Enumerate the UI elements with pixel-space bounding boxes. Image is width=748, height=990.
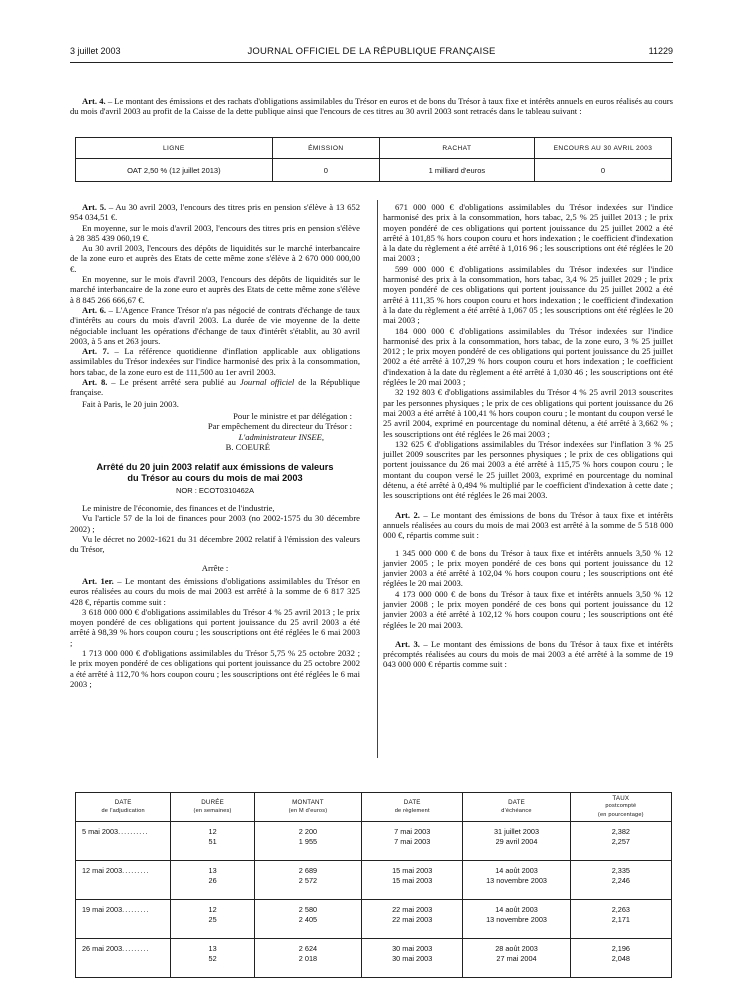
journal-title: JOURNAL OFFICIEL DE LA RÉPUBLIQUE FRANÇAISE [247, 46, 496, 57]
table-cell: 2,382 2,257 [570, 822, 671, 861]
paragraph: Le ministre de l'économie, des finances et de l'industrie, [82, 503, 275, 514]
journal-name: Journal officiel [239, 377, 295, 388]
paragraph-text: – Au 30 avril 2003, l'encours des titres pris en pension s'élève à 13 652 954 034,51 €. [70, 202, 361, 223]
table-row [76, 822, 672, 861]
table-cell: 1 milliard d'euros [379, 159, 534, 182]
col-header: DATE d'échéance [463, 793, 570, 822]
paragraph-text: – Le montant des émissions de bons du Trésor à taux fixe et intérêts annuels réalisées au cours du mois de mai 2003 est arrêté à la somme de 5 518 000 000 €, répartis comme suit : [383, 509, 674, 541]
table-cell: 13 52 [171, 939, 254, 978]
paragraph: Vu le décret no 2002-1621 du 31 décembre 2002 relatif à l'émission des valeurs du Trésor, [70, 534, 360, 555]
signature-line: Par empêchement du directeur du Trésor : [207, 421, 352, 432]
table-cell: 26 mai 2003......... [76, 939, 171, 978]
right-column [383, 202, 673, 670]
table-cell: 2 580 2 405 [254, 900, 361, 939]
article-label: Art. 8. [82, 377, 108, 388]
col-header: LIGNE [76, 138, 273, 159]
table-cell: 2,263 2,171 [570, 900, 671, 939]
page-number: 11229 [648, 46, 673, 56]
table-row [76, 900, 672, 939]
paragraph: 599 000 000 € d'obligations assimilables du Trésor indexées sur l'indice harmonisé des prix à la consommation, hors tabac, 3,4 % 25 juillet 2029 ; le prix moyen pondéré de ces obligations qui portent jouissance du 25 juillet 2002 a été arrêté à 111,35 % hors coupon couru et hors indexation ; le coefficient d'indexation à la date du règlement a été arrêté à 1,067 05 ; les souscriptions ont été réglées le 20 mai 2003 ; [383, 263, 673, 326]
table-cell: 2 624 2 018 [254, 939, 361, 978]
paragraph: 184 000 000 € d'obligations assimilables du Trésor indexées sur l'indice harmonisé des prix à la consommation, hors tabac, de la zone euro, 3 % 25 juillet 2012 ; le prix moyen pondéré de ces obligations qui portent jouissance du 25 juillet 2002 a été arrêté à 107,29 % hors coupon couru et hors indexation ; le coefficient d'indexation à la date du règlement a été arrêté à 1,030 46 ; les souscriptions ont été réglées le 20 mai 2003 ; [383, 325, 673, 388]
table-cell: 15 mai 2003 15 mai 2003 [362, 861, 463, 900]
table-cell: 2 200 1 955 [254, 822, 361, 861]
paragraph-text: – Le présent arrêté sera publié au [107, 377, 240, 388]
table-row [76, 159, 672, 182]
table-cell: 19 mai 2003......... [76, 900, 171, 939]
table-cell: 2 689 2 572 [254, 861, 361, 900]
table-encours [75, 137, 672, 182]
col-header: ÉMISSION [272, 138, 379, 159]
paragraph: 1 345 000 000 € de bons du Trésor à taux fixe et intérêts annuels 3,50 % 12 janvier 2005 ; le prix moyen pondéré de ces bons qui portent jouissance du 12 janvier 2003 a été arrêté à 102,04 % hors coupon couru ; les souscriptions ont été réglées le 20 mai 2003. [383, 547, 673, 589]
table-row [76, 861, 672, 900]
table-cell: 2,335 2,246 [570, 861, 671, 900]
table-cell: 22 mai 2003 22 mai 2003 [362, 900, 463, 939]
table-adjudications [75, 792, 672, 978]
table-cell: 12 mai 2003......... [76, 861, 171, 900]
paragraph: 3 618 000 000 € d'obligations assimilables du Trésor 4 % 25 avril 2013 ; le prix moyen pondéré de ces obligations qui portent jouissance du 25 avril 2003 a été arrêté à 98,39 % hors coupon couru ; les souscriptions ont été réglées le 6 mai 2003 ; [70, 606, 360, 648]
col-header: DATE de règlement [362, 793, 463, 822]
table-header-row [76, 793, 672, 822]
paragraph-text: – Le montant des émissions d'obligations assimilables du Trésor en euros réalisées au cours du mois de mai 2003 est arrêté à la somme de 6 817 325 428 €, répartis comme suit : [70, 575, 360, 607]
article-4-intro [70, 96, 673, 117]
table-cell: 5 mai 2003.......... [76, 822, 171, 861]
table-cell: 31 juillet 2003 29 avril 2004 [463, 822, 570, 861]
paragraph: Vu l'article 57 de la loi de finances pour 2003 (no 2002-1575 du 30 décembre 2002) ; [70, 513, 360, 534]
col-header: MONTANT (en M d'euros) [254, 793, 361, 822]
paragraph: 671 000 000 € d'obligations assimilables du Trésor indexées sur l'indice harmonisé des prix à la consommation, hors tabac, 2,5 % 25 juillet 2013 ; le prix moyen pondéré de ces obligations qui portent jouissance du 25 juillet 2002 a été arrêté à 101,85 % hors coupon couru et hors indexation ; le coefficient d'indexation à la date du règlement a été arrêté à 1,016 96 ; les souscriptions ont été réglées le 20 mai 2003 ; [383, 202, 673, 264]
page-header [70, 46, 673, 60]
table-cell: 14 août 2003 13 novembre 2003 [463, 861, 570, 900]
paragraph: 32 192 803 € d'obligations assimilables du Trésor 4 % 25 avril 2013 souscrites par les personnes physiques ; le prix de ces obligations qui portent jouissance du 26 mai 2003 a été arrêté à 100,41 % hors coupon couru ; le montant du coupon versé le 25 avril 2004, exprimé en pourcentage du nominal détenu, a été arrêté à 3,662 % ; les souscriptions ont été réglées le 26 mai 2003 ; [383, 387, 673, 439]
left-column [70, 202, 360, 689]
paragraph-text: de la République française. [70, 377, 360, 398]
paragraph: Au 30 avril 2003, l'encours des dépôts de liquidités sur le marché interbancaire de la zone euro et auprès des Etats de cette même zone s'élève à 2 670 000 000,00 €. [70, 243, 360, 274]
article-label: Art. 5. [82, 202, 107, 212]
table-cell: 0 [534, 159, 671, 182]
table-row [76, 939, 672, 978]
paragraph-text: – La référence quotidienne d'inflation applicable aux obligations assimilables du Trésor indexées sur l'indice harmonisé des prix à la consommation, hors tabac, de la zone euro est de 111,500 au 1er avril 2003. [70, 346, 361, 377]
paragraph-text: – L'Agence France Trésor n'a pas négocié de contrats d'échange de taux d'intérêts au cours du mois d'avril 2003. La durée de vie moyenne de la dette négociable incluant les opérations d'échange de taux d'intérêt s'établit, au 30 avril 2003, à 5 ans et 263 jours. [70, 304, 360, 346]
paragraph-text: – Le montant des émissions de bons du Trésor à taux fixe et intérêts précomptés réalisées au cours du mois de mai 2003 a été arrêté à la somme de 19 043 000 000 € répartis comme suit : [383, 638, 674, 670]
article-label: Art. 7. [82, 346, 110, 357]
column-divider [377, 200, 378, 758]
col-header: ENCOURS AU 30 AVRIL 2003 [534, 138, 671, 159]
table-cell: 0 [272, 159, 379, 182]
signature-title: L'administrateur INSEE, [238, 431, 324, 442]
table-cell: OAT 2,50 % (12 juillet 2013) [76, 159, 273, 182]
header-rule [70, 62, 673, 63]
col-header: DATE de l'adjudication [76, 793, 171, 822]
article-label: Art. 4. [82, 96, 106, 106]
table-cell: 7 mai 2003 7 mai 2003 [362, 822, 463, 861]
article-label: Art. 2. [395, 509, 420, 520]
col-header: TAUX postcompté (en pourcentage) [570, 793, 671, 822]
paragraph: Fait à Paris, le 20 juin 2003. [82, 398, 179, 409]
table-header-row [76, 138, 672, 159]
table-cell: 30 mai 2003 30 mai 2003 [362, 939, 463, 978]
col-header: RACHAT [379, 138, 534, 159]
nor-reference: NOR : ECOT0310462A [176, 486, 254, 496]
table-cell: 28 août 2003 27 mai 2004 [463, 939, 570, 978]
arrete-label: Arrête : [201, 562, 229, 573]
table-cell: 2,196 2,048 [570, 939, 671, 978]
paragraph: 132 625 € d'obligations assimilables du Trésor indexées sur l'inflation 3 % 25 juillet 2009 souscrites par les personnes physiques ; le prix de ces obligations qui portent jouissance du 26 mai 2003 a été arrêté à 115,75 % hors coupon couru ; le montant du coupon versé le 25 juillet 2003, exprimé en pourcentage du nominal détenu, a été arrêté à 0,494 % multiplié par le coefficient d'indexation à cette date ; les souscriptions ont été réglées le 26 mai 2003. [383, 438, 673, 501]
table-cell: 12 51 [171, 822, 254, 861]
article-label: Art. 3. [395, 638, 420, 649]
table-cell: 12 25 [171, 900, 254, 939]
article-label: Art. 1er. [82, 575, 114, 586]
article-label: Art. 6. [82, 304, 107, 315]
col-header: DURÉE (en semaines) [171, 793, 254, 822]
header-date: 3 juillet 2003 [70, 46, 121, 56]
signature-name: B. COEURÉ [225, 441, 270, 452]
paragraph: 1 713 000 000 € d'obligations assimilables du Trésor 5,75 % 25 octobre 2032 ; le prix moyen pondéré de ces obligations qui portent jouissance du 25 octobre 2002 a été arrêté à 112,70 % hors coupon couru ; les souscriptions ont été réglées le 6 mai 2003 ; [70, 647, 360, 689]
table-cell: 14 août 2003 13 novembre 2003 [463, 900, 570, 939]
table-cell: 13 26 [171, 861, 254, 900]
signature-line: Pour le ministre et par délégation : [233, 410, 352, 421]
paragraph-text: – Le montant des émissions et des rachats d'obligations assimilables du Trésor en euros et de bons du Trésor à taux fixe et intérêts annuels en euros réalisés au cours du mois d'avril 2003 au profit de la Caisse de la dette publique ainsi que l'encours de ces titres au 30 avril 2003 sont retracés dans le tableau suivant : [70, 96, 674, 117]
decree-title: Arrêté du 20 juin 2003 relatif aux émissions de valeurs [96, 462, 334, 473]
paragraph: 4 173 000 000 € de bons du Trésor à taux fixe et intérêts annuels 3,50 % 12 janvier 2008 ; le prix moyen pondéré de ces bons qui portent jouissance du 12 janvier 2003 a été arrêté à 102,12 % hors coupon couru ; les souscriptions ont été réglées le 20 mai 2003. [383, 588, 673, 630]
paragraph: En moyenne, sur le mois d'avril 2003, l'encours des dépôts de liquidités sur le marché interbancaire de la zone euro et auprès des Etats de cette même zone s'élève à 8 845 266 666,67 €. [70, 274, 360, 305]
decree-title: du Trésor au cours du mois de mai 2003 [127, 473, 303, 484]
paragraph: En moyenne, sur le mois d'avril 2003, l'encours des titres pris en pension s'élève à 28 385 439 060,19 €. [70, 222, 360, 243]
